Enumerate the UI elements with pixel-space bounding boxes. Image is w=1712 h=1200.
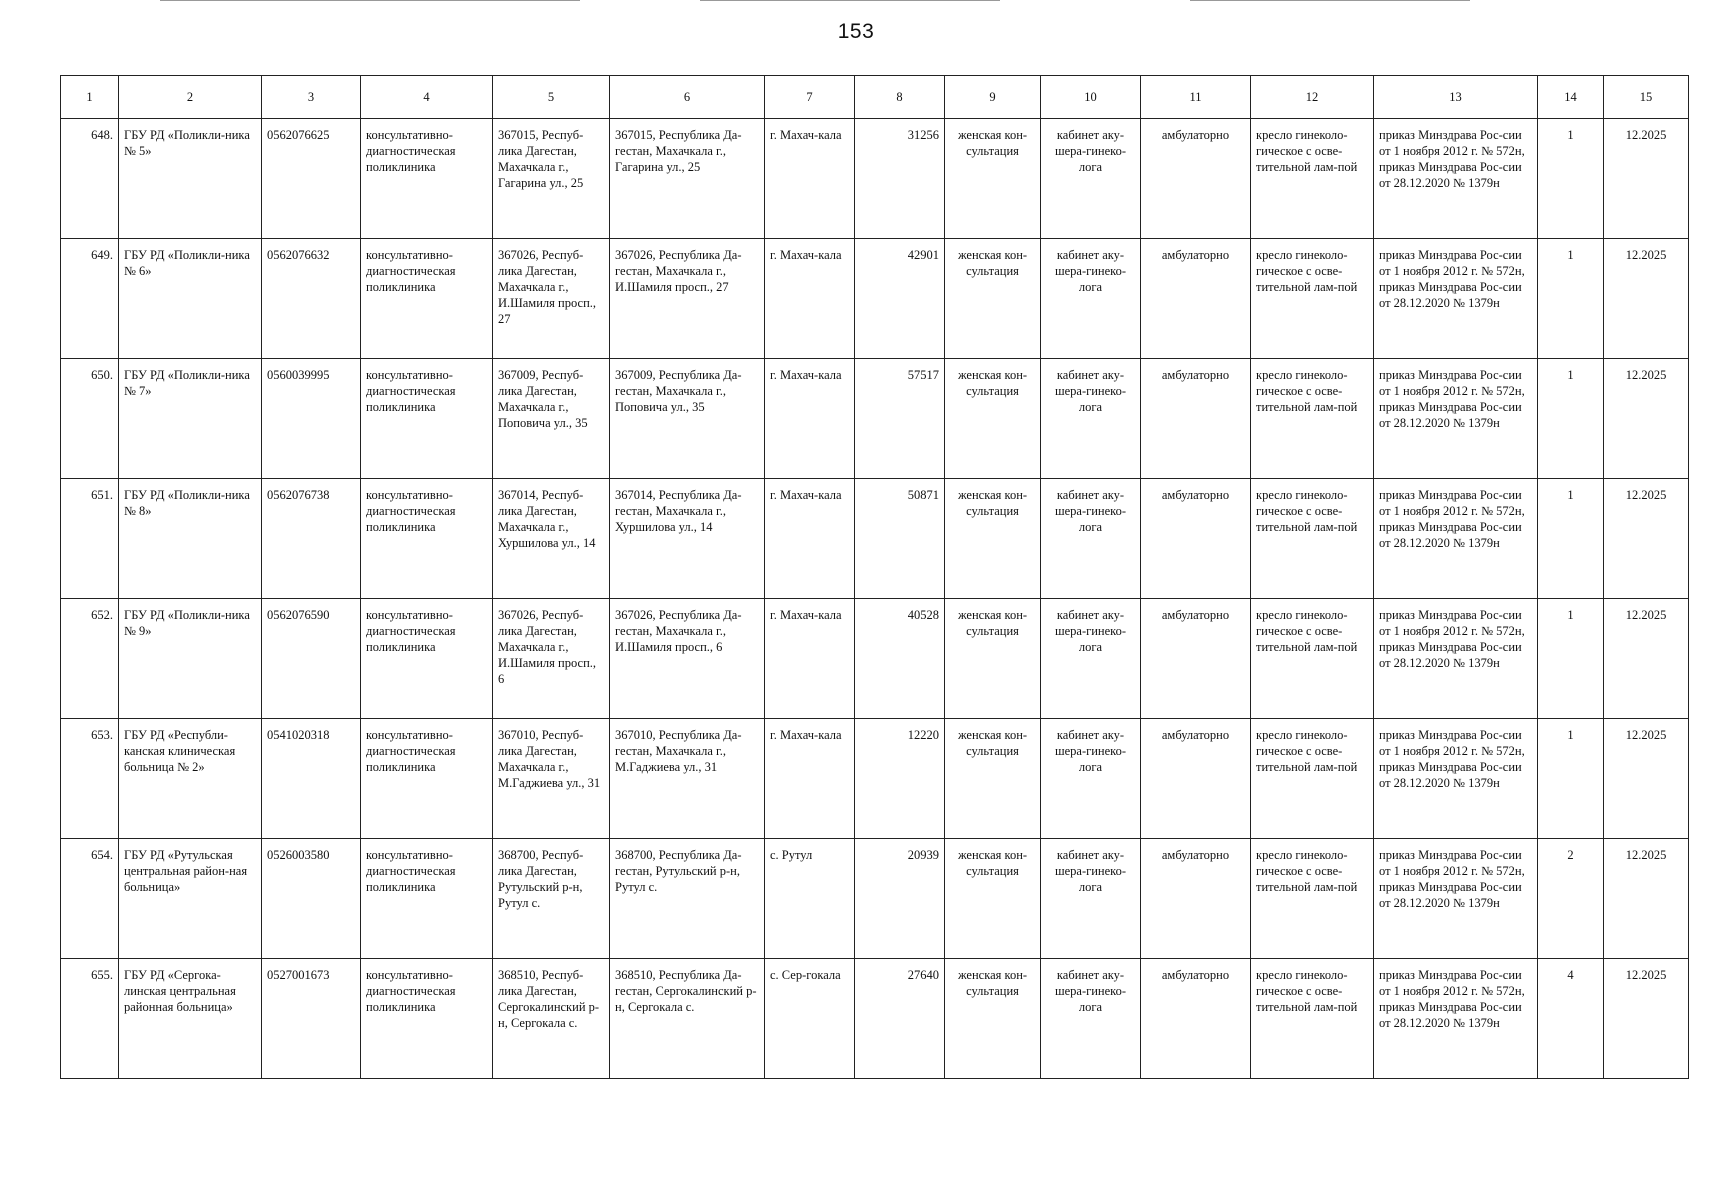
locality: г. Махач-кала xyxy=(765,479,855,599)
unit-name: женская кон-сультация xyxy=(945,599,1041,719)
table-body xyxy=(61,119,1689,1079)
care-condition: амбулаторно xyxy=(1141,359,1251,479)
inn-code: 0560039995 xyxy=(262,359,361,479)
row-number: 655. xyxy=(61,959,119,1079)
row-number: 654. xyxy=(61,839,119,959)
registry-table xyxy=(60,75,1689,1079)
unit-name: женская кон-сультация xyxy=(945,359,1041,479)
row-number: 653. xyxy=(61,719,119,839)
column-header: 9 xyxy=(945,76,1041,119)
facility-type: консультативно-диагностическая поликлиника xyxy=(361,599,493,719)
facility-type: консультативно-диагностическая поликлиника xyxy=(361,119,493,239)
actual-address: 367009, Республика Да-гестан, Махачкала г., Поповича ул., 35 xyxy=(610,359,765,479)
code-value: 20939 xyxy=(855,839,945,959)
table-row xyxy=(61,719,1689,839)
deadline-date: 12.2025 xyxy=(1604,599,1689,719)
deadline-date: 12.2025 xyxy=(1604,479,1689,599)
header-row xyxy=(61,76,1689,119)
room-name: кабинет аку-шера-гинеко-лога xyxy=(1041,359,1141,479)
regulatory-basis: приказ Минздрава Рос-сии от 1 ноября 2012 г. № 572н, приказ Минздрава Рос-сии от 28.12.2020 № 1379н xyxy=(1374,959,1538,1079)
quantity: 1 xyxy=(1538,719,1604,839)
regulatory-basis: приказ Минздрава Рос-сии от 1 ноября 2012 г. № 572н, приказ Минздрава Рос-сии от 28.12.2020 № 1379н xyxy=(1374,839,1538,959)
legal-address: 367026, Респуб-лика Дагестан, Махачкала г., И.Шамиля просп., 27 xyxy=(493,239,610,359)
code-value: 42901 xyxy=(855,239,945,359)
column-header: 10 xyxy=(1041,76,1141,119)
page-number: 153 xyxy=(837,20,875,43)
code-value: 31256 xyxy=(855,119,945,239)
organization-name: ГБУ РД «Рутульская центральная район-ная больница» xyxy=(119,839,262,959)
unit-name: женская кон-сультация xyxy=(945,839,1041,959)
organization-name: ГБУ РД «Поликли-ника № 8» xyxy=(119,479,262,599)
organization-name: ГБУ РД «Поликли-ника № 9» xyxy=(119,599,262,719)
actual-address: 367026, Республика Да-гестан, Махачкала г., И.Шамиля просп., 27 xyxy=(610,239,765,359)
deadline-date: 12.2025 xyxy=(1604,959,1689,1079)
column-header: 14 xyxy=(1538,76,1604,119)
table-row xyxy=(61,479,1689,599)
unit-name: женская кон-сультация xyxy=(945,719,1041,839)
quantity: 1 xyxy=(1538,359,1604,479)
quantity: 1 xyxy=(1538,119,1604,239)
room-name: кабинет аку-шера-гинеко-лога xyxy=(1041,479,1141,599)
row-number: 650. xyxy=(61,359,119,479)
column-header: 6 xyxy=(610,76,765,119)
facility-type: консультативно-диагностическая поликлиника xyxy=(361,839,493,959)
table-row xyxy=(61,959,1689,1079)
legal-address: 367015, Респуб-лика Дагестан, Махачкала г., Гагарина ул., 25 xyxy=(493,119,610,239)
care-condition: амбулаторно xyxy=(1141,839,1251,959)
inn-code: 0541020318 xyxy=(262,719,361,839)
column-header: 1 xyxy=(61,76,119,119)
equipment-name: кресло гинеколо-гическое с осве-тительной лам-пой xyxy=(1251,119,1374,239)
deadline-date: 12.2025 xyxy=(1604,839,1689,959)
room-name: кабинет аку-шера-гинеко-лога xyxy=(1041,239,1141,359)
quantity: 1 xyxy=(1538,599,1604,719)
quantity: 1 xyxy=(1538,239,1604,359)
quantity: 4 xyxy=(1538,959,1604,1079)
actual-address: 367026, Республика Да-гестан, Махачкала г., И.Шамиля просп., 6 xyxy=(610,599,765,719)
equipment-name: кресло гинеколо-гическое с осве-тительной лам-пой xyxy=(1251,599,1374,719)
organization-name: ГБУ РД «Республи-канская клиническая больница № 2» xyxy=(119,719,262,839)
locality: г. Махач-кала xyxy=(765,359,855,479)
care-condition: амбулаторно xyxy=(1141,719,1251,839)
column-header: 12 xyxy=(1251,76,1374,119)
table-row xyxy=(61,599,1689,719)
equipment-name: кресло гинеколо-гическое с осве-тительной лам-пой xyxy=(1251,839,1374,959)
unit-name: женская кон-сультация xyxy=(945,239,1041,359)
facility-type: консультативно-диагностическая поликлиника xyxy=(361,239,493,359)
locality: г. Махач-кала xyxy=(765,239,855,359)
equipment-name: кресло гинеколо-гическое с осве-тительной лам-пой xyxy=(1251,959,1374,1079)
unit-name: женская кон-сультация xyxy=(945,959,1041,1079)
legal-address: 367026, Респуб-лика Дагестан, Махачкала г., И.Шамиля просп., 6 xyxy=(493,599,610,719)
column-header: 11 xyxy=(1141,76,1251,119)
regulatory-basis: приказ Минздрава Рос-сии от 1 ноября 2012 г. № 572н, приказ Минздрава Рос-сии от 28.12.2020 № 1379н xyxy=(1374,239,1538,359)
code-value: 57517 xyxy=(855,359,945,479)
code-value: 12220 xyxy=(855,719,945,839)
inn-code: 0527001673 xyxy=(262,959,361,1079)
locality: с. Сер-гокала xyxy=(765,959,855,1079)
organization-name: ГБУ РД «Поликли-ника № 7» xyxy=(119,359,262,479)
inn-code: 0526003580 xyxy=(262,839,361,959)
room-name: кабинет аку-шера-гинеко-лога xyxy=(1041,119,1141,239)
row-number: 649. xyxy=(61,239,119,359)
room-name: кабинет аку-шера-гинеко-лога xyxy=(1041,959,1141,1079)
column-header: 2 xyxy=(119,76,262,119)
row-number: 652. xyxy=(61,599,119,719)
table-row xyxy=(61,839,1689,959)
inn-code: 0562076625 xyxy=(262,119,361,239)
room-name: кабинет аку-шера-гинеко-лога xyxy=(1041,719,1141,839)
column-header: 5 xyxy=(493,76,610,119)
actual-address: 367015, Республика Да-гестан, Махачкала г., Гагарина ул., 25 xyxy=(610,119,765,239)
legal-address: 367009, Респуб-лика Дагестан, Махачкала г., Поповича ул., 35 xyxy=(493,359,610,479)
organization-name: ГБУ РД «Поликли-ника № 5» xyxy=(119,119,262,239)
actual-address: 368700, Республика Да-гестан, Рутульский р-н, Рутул с. xyxy=(610,839,765,959)
regulatory-basis: приказ Минздрава Рос-сии от 1 ноября 2012 г. № 572н, приказ Минздрава Рос-сии от 28.12.2020 № 1379н xyxy=(1374,359,1538,479)
column-header: 13 xyxy=(1374,76,1538,119)
column-header: 8 xyxy=(855,76,945,119)
column-header: 7 xyxy=(765,76,855,119)
deadline-date: 12.2025 xyxy=(1604,119,1689,239)
locality: г. Махач-кала xyxy=(765,119,855,239)
equipment-name: кресло гинеколо-гическое с осве-тительной лам-пой xyxy=(1251,239,1374,359)
care-condition: амбулаторно xyxy=(1141,959,1251,1079)
facility-type: консультативно-диагностическая поликлиника xyxy=(361,479,493,599)
inn-code: 0562076590 xyxy=(262,599,361,719)
regulatory-basis: приказ Минздрава Рос-сии от 1 ноября 2012 г. № 572н, приказ Минздрава Рос-сии от 28.12.2020 № 1379н xyxy=(1374,479,1538,599)
scan-top-rule xyxy=(160,0,580,1)
row-number: 651. xyxy=(61,479,119,599)
quantity: 1 xyxy=(1538,479,1604,599)
locality: г. Махач-кала xyxy=(765,599,855,719)
quantity: 2 xyxy=(1538,839,1604,959)
code-value: 40528 xyxy=(855,599,945,719)
code-value: 27640 xyxy=(855,959,945,1079)
room-name: кабинет аку-шера-гинеко-лога xyxy=(1041,599,1141,719)
room-name: кабинет аку-шера-гинеко-лога xyxy=(1041,839,1141,959)
column-header: 15 xyxy=(1604,76,1689,119)
inn-code: 0562076738 xyxy=(262,479,361,599)
actual-address: 368510, Республика Да-гестан, Сергокалинский р-н, Сергокала с. xyxy=(610,959,765,1079)
scan-top-rule xyxy=(1190,0,1470,1)
legal-address: 367010, Респуб-лика Дагестан, Махачкала г., М.Гаджиева ул., 31 xyxy=(493,719,610,839)
actual-address: 367014, Республика Да-гестан, Махачкала г., Хуршилова ул., 14 xyxy=(610,479,765,599)
legal-address: 367014, Респуб-лика Дагестан, Махачкала г., Хуршилова ул., 14 xyxy=(493,479,610,599)
equipment-name: кресло гинеколо-гическое с осве-тительной лам-пой xyxy=(1251,719,1374,839)
equipment-name: кресло гинеколо-гическое с осве-тительной лам-пой xyxy=(1251,359,1374,479)
unit-name: женская кон-сультация xyxy=(945,479,1041,599)
table-row xyxy=(61,119,1689,239)
locality: с. Рутул xyxy=(765,839,855,959)
deadline-date: 12.2025 xyxy=(1604,719,1689,839)
deadline-date: 12.2025 xyxy=(1604,239,1689,359)
organization-name: ГБУ РД «Поликли-ника № 6» xyxy=(119,239,262,359)
inn-code: 0562076632 xyxy=(262,239,361,359)
unit-name: женская кон-сультация xyxy=(945,119,1041,239)
actual-address: 367010, Республика Да-гестан, Махачкала г., М.Гаджиева ул., 31 xyxy=(610,719,765,839)
column-header: 4 xyxy=(361,76,493,119)
facility-type: консультативно-диагностическая поликлиника xyxy=(361,359,493,479)
table-row xyxy=(61,239,1689,359)
column-header: 3 xyxy=(262,76,361,119)
regulatory-basis: приказ Минздрава Рос-сии от 1 ноября 2012 г. № 572н, приказ Минздрава Рос-сии от 28.12.2020 № 1379н xyxy=(1374,719,1538,839)
care-condition: амбулаторно xyxy=(1141,599,1251,719)
regulatory-basis: приказ Минздрава Рос-сии от 1 ноября 2012 г. № 572н, приказ Минздрава Рос-сии от 28.12.2020 № 1379н xyxy=(1374,119,1538,239)
scan-top-rule xyxy=(700,0,1000,1)
care-condition: амбулаторно xyxy=(1141,479,1251,599)
code-value: 50871 xyxy=(855,479,945,599)
table-row xyxy=(61,359,1689,479)
legal-address: 368510, Респуб-лика Дагестан, Сергокалинский р-н, Сергокала с. xyxy=(493,959,610,1079)
row-number: 648. xyxy=(61,119,119,239)
table-header xyxy=(61,76,1689,119)
equipment-name: кресло гинеколо-гическое с осве-тительной лам-пой xyxy=(1251,479,1374,599)
organization-name: ГБУ РД «Сергока-линская центральная районная больница» xyxy=(119,959,262,1079)
legal-address: 368700, Респуб-лика Дагестан, Рутульский р-н, Рутул с. xyxy=(493,839,610,959)
facility-type: консультативно-диагностическая поликлиника xyxy=(361,719,493,839)
care-condition: амбулаторно xyxy=(1141,119,1251,239)
facility-type: консультативно-диагностическая поликлиника xyxy=(361,959,493,1079)
locality: г. Махач-кала xyxy=(765,719,855,839)
care-condition: амбулаторно xyxy=(1141,239,1251,359)
deadline-date: 12.2025 xyxy=(1604,359,1689,479)
regulatory-basis: приказ Минздрава Рос-сии от 1 ноября 2012 г. № 572н, приказ Минздрава Рос-сии от 28.12.2020 № 1379н xyxy=(1374,599,1538,719)
